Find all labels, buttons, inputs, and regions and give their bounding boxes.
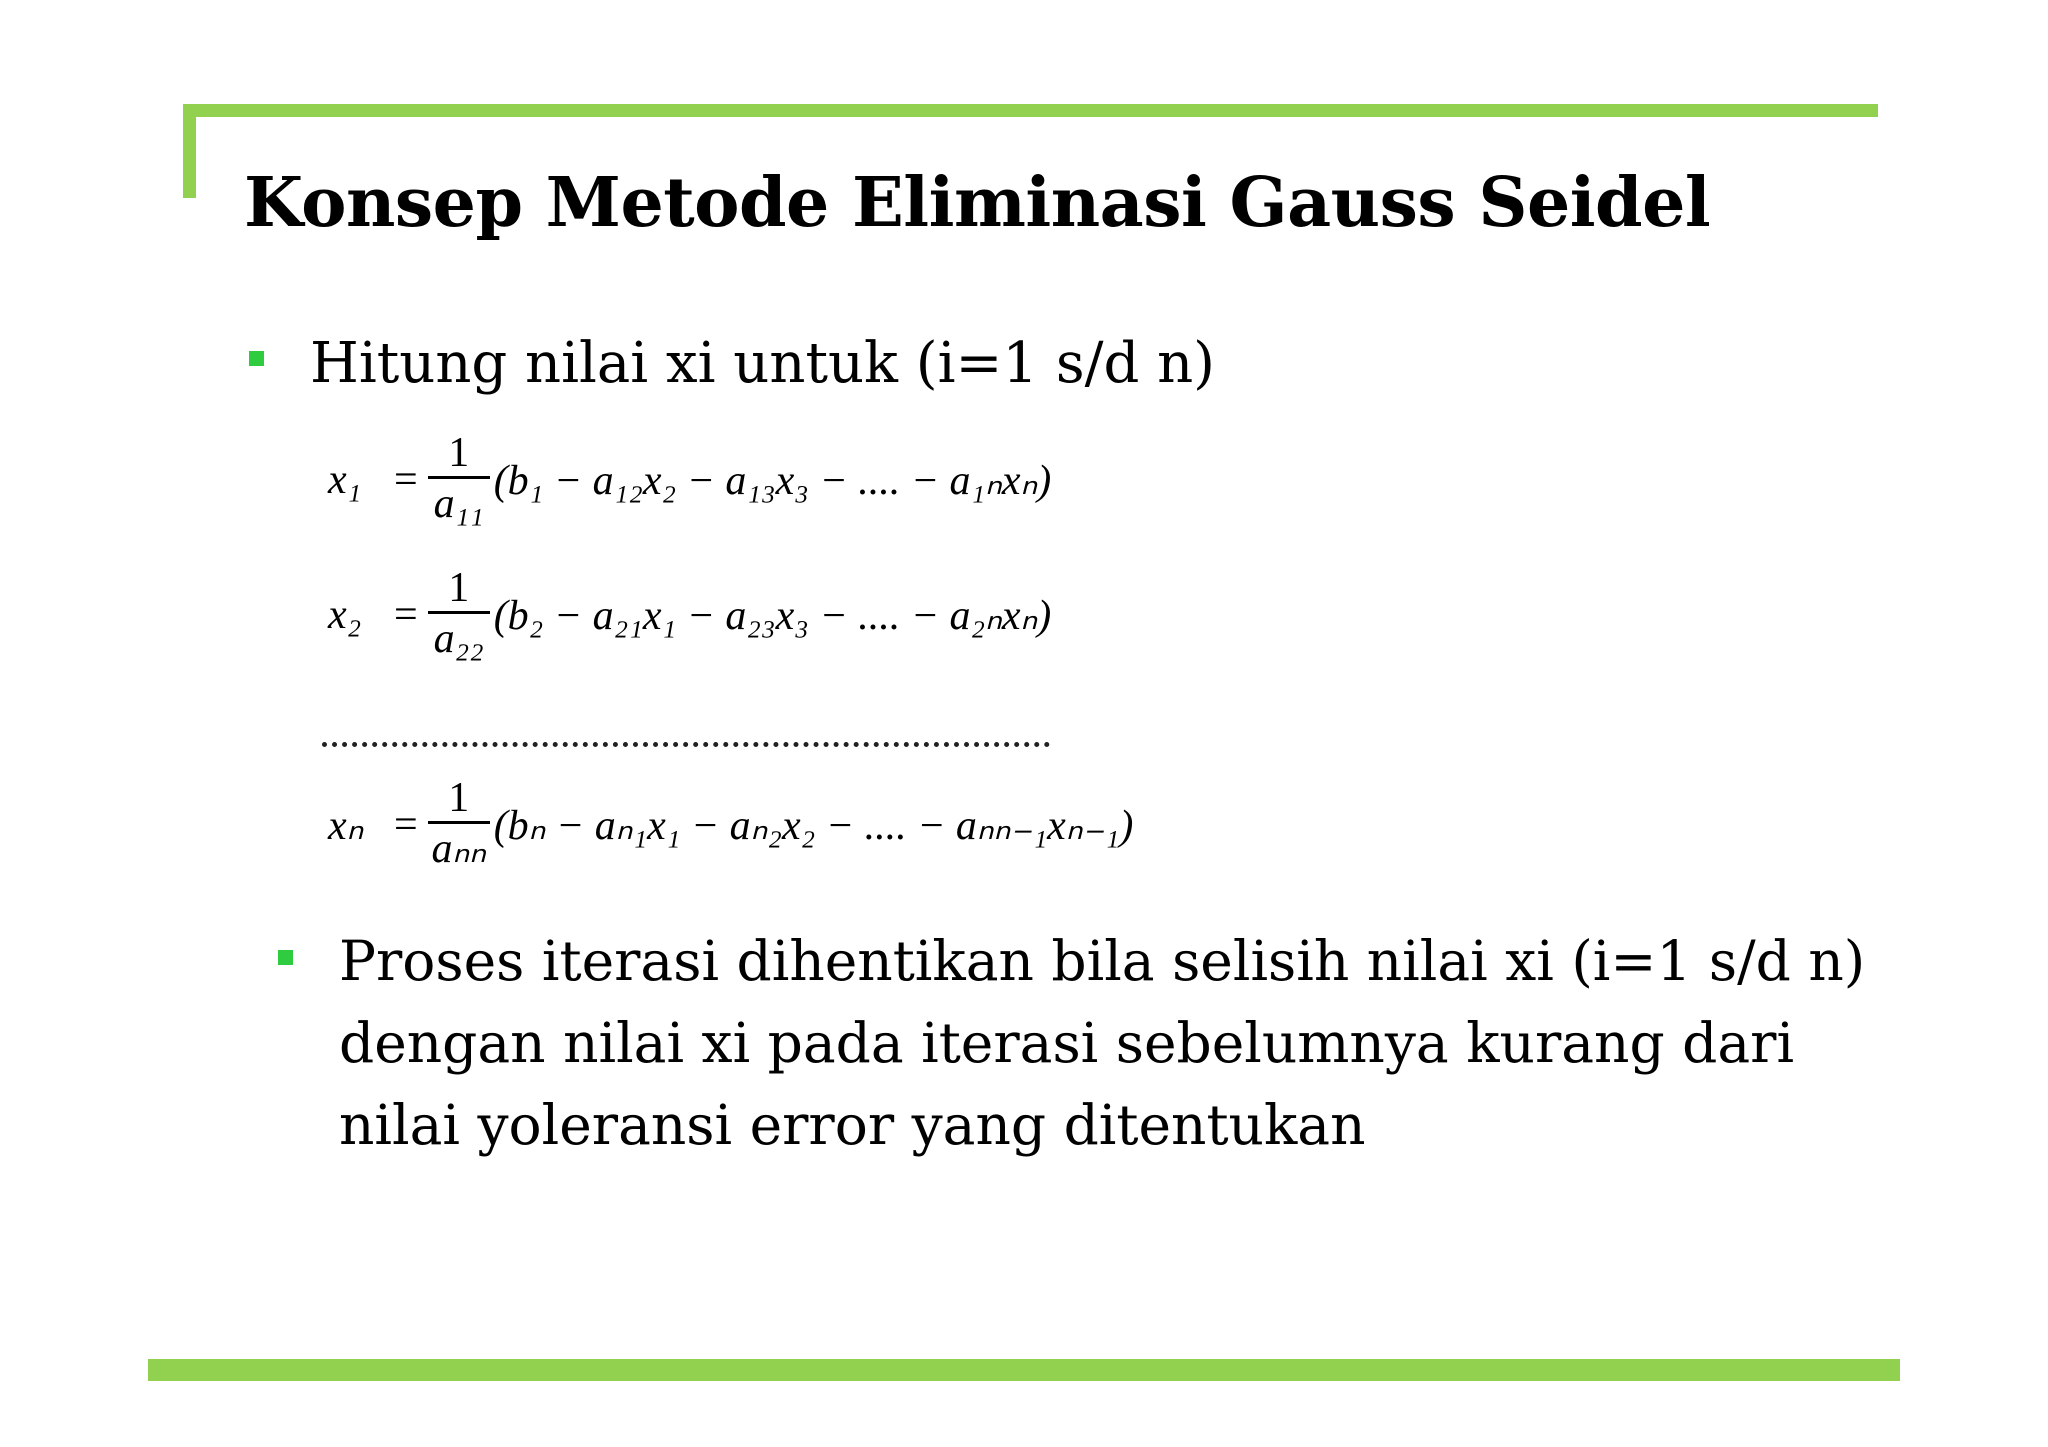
- formula-expression: (b₂ − a₂₁x₁ − a₂₃x₃ − .... − a₂ₙxₙ): [493, 592, 1052, 639]
- bullet-item-1: [249, 326, 1215, 402]
- fraction-numerator: 1: [448, 430, 470, 476]
- formula-expression: (bₙ − aₙ₁x₁ − aₙ₂x₂ − .... − aₙₙ₋₁xₙ₋₁): [493, 802, 1134, 849]
- formula-x1: [328, 430, 1051, 529]
- equals-sign: =: [394, 456, 418, 503]
- equals-sign: =: [394, 591, 418, 638]
- fraction-numerator: 1: [448, 565, 470, 611]
- formula-lhs: x₁: [328, 456, 362, 503]
- fraction-denominator: aₙₙ: [431, 826, 486, 872]
- fraction: [428, 565, 490, 664]
- bullet-text-2: Proses iterasi dihentikan bila selisih nilai xi (i=1 s/d n) dengan nilai xi pada iterasi sebelumnya kurang dari nilai yoleransi error yang ditentukan: [339, 929, 1866, 1157]
- fraction-numerator: 1: [448, 775, 470, 821]
- formula-xn: [328, 775, 1133, 874]
- fraction: [428, 775, 490, 874]
- formula-lhs: x₂: [328, 591, 362, 638]
- formula-expression: (b₁ − a₁₂x₂ − a₁₃x₃ − .... − a₁ₙxₙ): [493, 457, 1052, 504]
- bullet-square-icon: [278, 950, 293, 965]
- bullet-square-icon: [249, 351, 264, 366]
- fraction-denominator: a₁₁: [433, 481, 484, 527]
- left-accent-bar: [183, 104, 196, 198]
- equals-sign: =: [394, 801, 418, 848]
- slide-title: Konsep Metode Eliminasi Gauss Seidel: [244, 163, 1711, 243]
- fraction: [428, 430, 490, 529]
- bullet-text-1: Hitung nilai xi untuk (i=1 s/d n): [310, 331, 1216, 396]
- ellipsis-divider: [322, 742, 1050, 747]
- formula-image: [318, 430, 1134, 900]
- formula-lhs: xₙ: [328, 802, 364, 849]
- bullet-item-2: [278, 920, 1878, 1166]
- bottom-accent-bar: [148, 1359, 1900, 1381]
- fraction-denominator: a₂₂: [433, 616, 484, 662]
- top-accent-bar: [183, 104, 1878, 117]
- formula-x2: [328, 565, 1051, 664]
